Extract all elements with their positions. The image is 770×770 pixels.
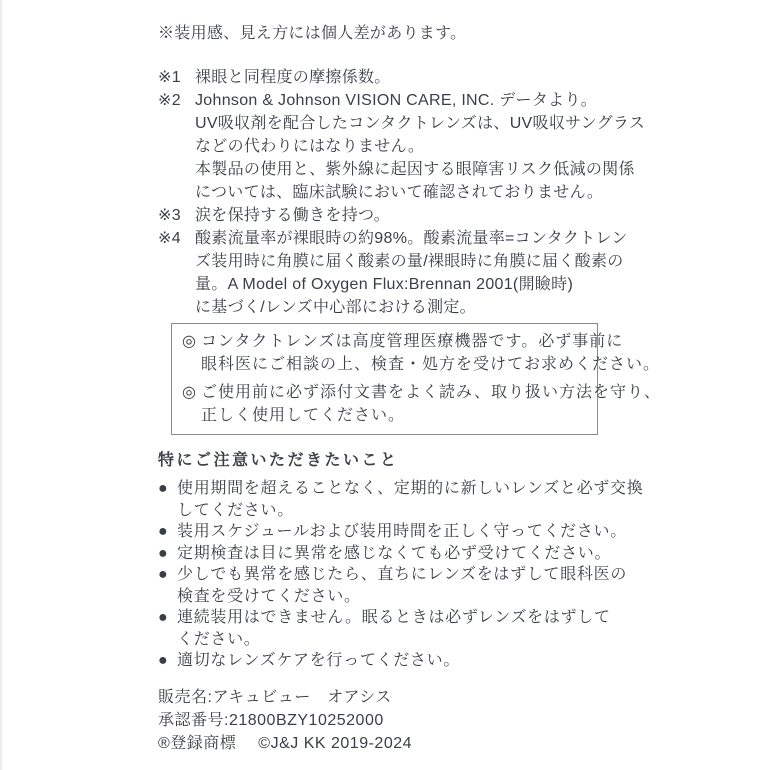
footnote-marker: ※4 (158, 230, 181, 247)
bullet-marker: ● (158, 609, 169, 626)
caution-list (158, 478, 644, 672)
footnote-line: 本製品の使用と、紫外線に起因する眼障害リスク低減の関係 (195, 161, 635, 178)
approval-number-line: 承認番号:21800BZY10252000 (158, 711, 384, 729)
copyright-text: ©J&J KK 2019-2024 (258, 734, 413, 752)
notice-box-item-1 (182, 330, 661, 376)
photo-edge-line (0, 0, 2, 770)
caution-line: 使用期間を超えることなく、定期的に新しいレンズと必ず交換 (177, 480, 644, 497)
caution-item-1 (158, 478, 644, 521)
caution-line: してください。 (177, 501, 294, 519)
notice-line: コンタクトレンズは高度管理医療機器です。必ず事前に (201, 333, 624, 350)
product-footer (158, 686, 624, 755)
double-circle-marker: ◎ (182, 384, 197, 401)
footnote-marker: ※2 (158, 92, 181, 109)
caution-line: 装用スケジュールおよび装用時間を正しく守ってください。 (177, 523, 627, 540)
footnote-item-1 (158, 66, 624, 89)
footnote-line: 量。A Model of Oxygen Flux:Brennan 2001(開瞼時) (195, 276, 574, 293)
bullet-marker: ● (158, 480, 169, 497)
footnote-list (158, 66, 646, 319)
footnote-line: 裸眼と同程度の摩擦係数。 (195, 69, 391, 86)
medical-device-notice-box (171, 323, 661, 435)
notice-line: 正しく使用してください。 (201, 407, 406, 424)
caution-line: 連続装用はできません。眠るときは必ずレンズをはずして (177, 609, 611, 626)
notice-box-item-2 (182, 381, 661, 427)
notice-line: ご使用前に必ず添付文書をよく読み、取り扱い方法を守り、 (201, 384, 661, 401)
bullet-marker: ● (158, 652, 169, 669)
caution-heading: 特にご注意いただきたいこと (158, 452, 399, 469)
caution-line: ください。 (177, 630, 261, 648)
caution-item-4 (158, 564, 628, 607)
footnote-item-4 (158, 227, 628, 319)
bullet-marker: ● (158, 544, 169, 562)
footnote-line: ズ装用時に角膜に届く酸素の量/裸眼時に角膜に届く酸素の (195, 253, 624, 270)
footnote-item-2 (158, 89, 646, 204)
caution-item-3 (158, 543, 624, 565)
trademark-line (158, 732, 624, 755)
footnote-line: などの代わりにはなりません。 (195, 138, 425, 155)
caution-line: 検査を受けてください。 (177, 587, 361, 605)
registered-trademark-text: ®登録商標 (158, 734, 237, 752)
product-name-line: 販売名:アキュビュー オアシス (158, 688, 392, 706)
footnote-marker: ※1 (158, 69, 181, 86)
individual-difference-note: ※装用感、見え方には個人差があります。 (158, 25, 467, 42)
footnote-line: UV吸収剤を配合したコンタクトレンズは、UV吸収サングラス (195, 115, 646, 132)
footnote-line: については、臨床試験において確認されておりません。 (195, 184, 604, 201)
bullet-marker: ● (158, 523, 169, 540)
notice-line: 眼科医にご相談の上、検査・処方を受けてお求めください。 (201, 356, 661, 373)
footnote-marker: ※3 (158, 207, 181, 224)
caution-line: 適切なレンズケアを行ってください。 (177, 652, 461, 669)
footnote-line: 涙を保持する働きを持つ。 (195, 207, 390, 224)
footnote-line: Johnson & Johnson VISION CARE, INC. データより。 (195, 92, 598, 109)
footnote-line: 酸素流量率が裸眼時の約98%。酸素流量率=コンタクトレン (195, 230, 628, 247)
caution-item-2 (158, 521, 627, 543)
bullet-marker: ● (158, 566, 169, 583)
caution-item-5 (158, 607, 624, 650)
footnote-item-3 (158, 204, 624, 227)
footnote-line: に基づく/レンズ中心部における測定。 (195, 299, 476, 316)
notice-content (158, 22, 661, 755)
caution-line: 定期検査は目に異常を感じなくても必ず受けてください。 (177, 544, 612, 562)
caution-item-6 (158, 650, 624, 672)
double-circle-marker: ◎ (182, 333, 197, 350)
caution-line: 少しでも異常を感じたら、直ちにレンズをはずして眼科医の (177, 566, 628, 583)
